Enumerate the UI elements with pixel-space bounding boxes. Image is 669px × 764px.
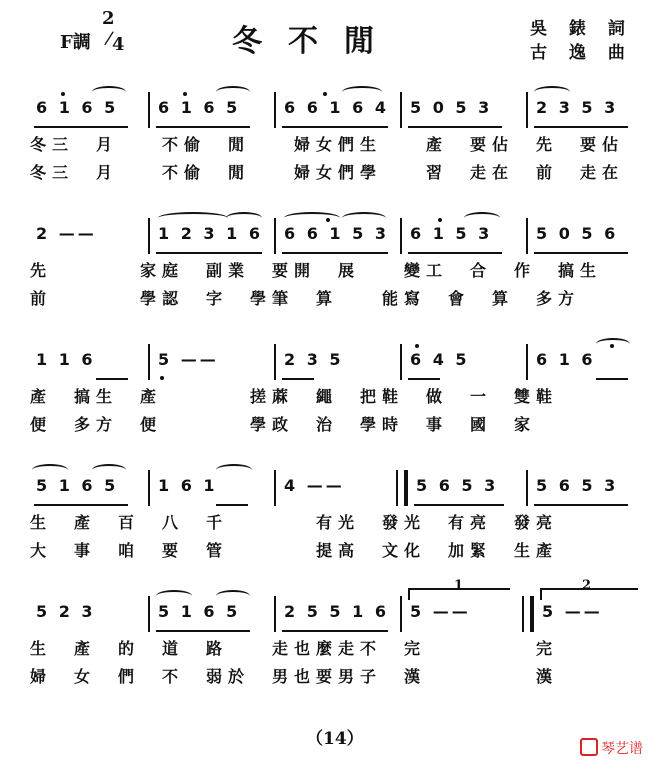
- measure-notes: 6 6 1 5 3: [284, 224, 389, 243]
- measure-notes: 2 3 5: [284, 350, 344, 369]
- lyrics-verse-2: 冬三 月 不偷 閒 婦女們學 習 走在 前 走在: [30, 163, 625, 182]
- bar-line: [274, 218, 276, 254]
- beam-line: [534, 126, 628, 128]
- bar-line: [400, 344, 402, 380]
- measure: [404, 216, 522, 256]
- bar-line: [274, 344, 276, 380]
- measure: [530, 468, 648, 508]
- logo-icon: [580, 738, 598, 756]
- watermark: [580, 738, 643, 758]
- beam-line: [156, 630, 250, 632]
- bar-line: [274, 92, 276, 128]
- slur: [156, 590, 192, 602]
- beam-line: [282, 252, 388, 254]
- measure: [152, 90, 270, 130]
- measure: [410, 468, 522, 508]
- measure-notes: 6 1 5 3: [410, 224, 493, 243]
- measure-notes: 6 1 6 5: [158, 98, 241, 117]
- measure-notes: 1 6 1: [158, 476, 218, 495]
- composer-credit: 古 逸 曲: [530, 43, 633, 63]
- octave-dot: [61, 92, 65, 96]
- octave-dot: [415, 344, 419, 348]
- score-system-1: [0, 70, 669, 190]
- beam-line: [34, 126, 128, 128]
- slur: [534, 86, 570, 98]
- beam-line: [282, 630, 388, 632]
- low-octave-dot: [160, 376, 164, 380]
- slur: [342, 212, 386, 224]
- key-signature: F調: [60, 32, 91, 53]
- lyrics-verse-2: 便 多方 便 學政 治 學時 事 國 家: [30, 415, 537, 434]
- slur: [92, 464, 126, 476]
- measure-notes: 1 1 6: [36, 350, 96, 369]
- slur: [92, 86, 126, 98]
- slur: [226, 212, 262, 224]
- measure: [30, 216, 148, 256]
- measure-notes: 5 6 5 3: [416, 476, 499, 495]
- measure: [152, 468, 270, 508]
- slur: [284, 212, 340, 224]
- score-system-3: [0, 322, 669, 442]
- beam-line: [534, 252, 628, 254]
- bar-line: [148, 344, 150, 380]
- measure: [278, 342, 396, 382]
- octave-dot: [610, 344, 614, 348]
- measure-notes: 4 ——: [284, 476, 345, 495]
- lyrics-verse-1: 冬三 月 不偷 閒 婦女們生 產 要佔 先 要佔: [30, 135, 625, 154]
- measure-notes: 5 2 3: [36, 602, 96, 621]
- beam-line: [156, 252, 262, 254]
- second-ending-number: 2: [582, 578, 592, 593]
- slur: [216, 86, 250, 98]
- notation-line: [30, 468, 650, 508]
- bar-line: [526, 218, 528, 254]
- octave-dot: [438, 218, 442, 222]
- beam-line: [216, 504, 248, 506]
- notation-line: [30, 342, 650, 382]
- beam-line: [408, 126, 502, 128]
- time-bottom: 4: [112, 34, 125, 55]
- slur: [32, 464, 68, 476]
- bar-line: [274, 596, 276, 632]
- score-system-5: [0, 574, 669, 694]
- watermark-text: 琴艺谱: [601, 741, 643, 757]
- bar-line: [148, 92, 150, 128]
- slur: [216, 590, 250, 602]
- lyricist-credit: 吳 錶 詞: [530, 19, 633, 39]
- measure: [278, 594, 396, 634]
- octave-dot: [323, 92, 327, 96]
- measure-notes: 6 6 1 6 4: [284, 98, 389, 117]
- notation-line: [30, 578, 650, 634]
- lyrics-verse-1: 生 產 百 八 千 有光 發光 有亮 發亮: [30, 513, 559, 532]
- measure-notes: 5 1 6 5: [36, 476, 119, 495]
- measure-notes: 5 ——: [158, 350, 219, 369]
- bar-line: [400, 596, 402, 632]
- measure: [530, 342, 648, 382]
- measure: [530, 216, 648, 256]
- measure: [278, 468, 396, 508]
- measure-notes: 2 3 5 3: [536, 98, 619, 117]
- time-top: 2: [102, 8, 115, 29]
- measure: [152, 342, 270, 382]
- slur: [216, 464, 252, 476]
- octave-dot: [183, 92, 187, 96]
- slur: [158, 212, 228, 224]
- measure-notes: 6 1 6: [536, 350, 596, 369]
- repeat-end-barline: [522, 596, 534, 632]
- beam-line: [408, 252, 502, 254]
- beam-line: [282, 378, 314, 380]
- beam-line: [282, 126, 388, 128]
- bar-line: [400, 92, 402, 128]
- bar-line: [400, 218, 402, 254]
- beam-line: [156, 126, 250, 128]
- lyrics-verse-2: 婦 女 們 不 弱於 男也要男子 漢 漢: [30, 667, 559, 686]
- measure-notes: 5 0 5 3: [410, 98, 493, 117]
- song-title: 冬不閒: [232, 24, 400, 59]
- measure-notes: 6 1 6 5: [36, 98, 119, 117]
- beam-line: [414, 504, 504, 506]
- slur: [464, 212, 500, 224]
- measure: [536, 594, 648, 634]
- beam-line: [596, 378, 628, 380]
- measure: [30, 342, 148, 382]
- lyrics-verse-1: 先 家庭 副業 要開 展 變工 合 作 搞生: [30, 261, 603, 280]
- slur: [342, 86, 382, 98]
- notation-line: [30, 90, 650, 130]
- measure-notes: 5 0 5 6: [536, 224, 619, 243]
- bar-line: [148, 596, 150, 632]
- bar-line: [148, 470, 150, 506]
- bar-line: [148, 218, 150, 254]
- measure: [404, 594, 522, 634]
- beam-line: [408, 378, 440, 380]
- measure: [30, 90, 148, 130]
- time-slash: /: [103, 27, 115, 50]
- score-system-4: [0, 448, 669, 568]
- measure-notes: 6 4 5: [410, 350, 470, 369]
- measure: [404, 90, 522, 130]
- beam-line: [96, 378, 128, 380]
- lyrics-verse-1: 產 搞生 產 搓蔴 繩 把鞋 做 一 雙鞋: [30, 387, 559, 406]
- measure-notes: 5 ——: [410, 602, 471, 621]
- measure: [30, 594, 148, 634]
- first-ending-number: 1: [454, 578, 464, 593]
- measure-notes: 2 5 5 1 6: [284, 602, 389, 621]
- octave-dot: [326, 218, 330, 222]
- measure-notes: 1 2 3 1 6: [158, 224, 263, 243]
- score-system-2: [0, 196, 669, 316]
- repeat-start-barline: [396, 470, 408, 506]
- measure-notes: 5 1 6 5: [158, 602, 241, 621]
- bar-line: [526, 344, 528, 380]
- measure-notes: 5 ——: [542, 602, 603, 621]
- bar-line: [274, 470, 276, 506]
- beam-line: [34, 504, 128, 506]
- measure-notes: 5 6 5 3: [536, 476, 619, 495]
- lyrics-verse-2: 前 學認 字 學筆 算 能寫 會 算 多方: [30, 289, 581, 308]
- bar-line: [526, 92, 528, 128]
- page-number: （14）: [306, 729, 364, 749]
- lyrics-verse-1: 生 產 的 道 路 走也麼走不 完 完: [30, 639, 559, 658]
- measure: [404, 342, 522, 382]
- time-signature: [100, 8, 130, 68]
- lyrics-verse-2: 大 事 咱 要 管 提高 文化 加緊 生產: [30, 541, 559, 560]
- beam-line: [534, 504, 628, 506]
- measure-notes: 2 ——: [36, 224, 97, 243]
- bar-line: [526, 470, 528, 506]
- notation-line: [30, 216, 650, 256]
